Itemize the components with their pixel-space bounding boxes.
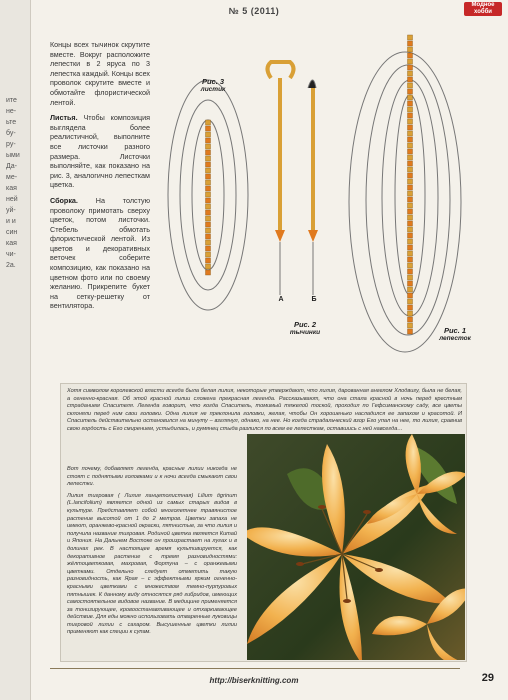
bead bbox=[408, 305, 413, 310]
figure-1-petal bbox=[349, 35, 461, 352]
bead bbox=[206, 162, 211, 167]
bead bbox=[408, 317, 413, 322]
bead bbox=[408, 239, 413, 244]
figure-2-caption: Рис. 2 тычинки bbox=[289, 320, 321, 336]
strip-fragment: ме- bbox=[6, 174, 18, 181]
bead bbox=[408, 137, 413, 142]
lily-article-block bbox=[60, 383, 467, 662]
bead bbox=[408, 77, 413, 82]
legend-text: Хотя символом королевской власти всегда была белая лилия, некоторые утверждают, что лилия, дарованная ангелом Хлодвигу, была не белая, а огненно-красная. Об этой красной лилии сложена прекрасная легенда. Рассказывают, что она стала красной в ночь перед крестным страданием Спасителя. Легенда говорит, что когда Спаситель, томимый тяжелой тоской, проходил по Гефсиманскому саду, все цветы склоняли перед ним свои головки. Одна лилия не преклонила головки, желая, чтобы Он хорошенько насладился ее запахом и красотой. И Спаситель действительно остановился на минуту – взглянул, однако, на нее. Но когда страдальческий взор Его упал на нее, то лилия, сравнив свою гордость с Его смирением, устыдилась, и румянец стыда разлился по всем ее лепесткам, оставшись с ней навсегда… bbox=[67, 388, 462, 432]
leaves-heading: Листья. bbox=[50, 113, 78, 123]
bead bbox=[206, 120, 211, 125]
figure-2-label-b: Б bbox=[311, 296, 317, 303]
bead bbox=[408, 101, 413, 106]
bead bbox=[408, 71, 413, 76]
strip-fragment: бу- bbox=[6, 130, 16, 137]
bead bbox=[408, 119, 413, 124]
bead bbox=[408, 269, 413, 274]
bead bbox=[206, 204, 211, 209]
bead bbox=[408, 179, 413, 184]
figure-3-caption: Рис. 3 листик bbox=[200, 77, 226, 93]
paragraph-stamens: Концы всех тычинок скрутите вместе. Вокруг расположите лепестки в 2 яруса по 3 лепестка каждый. Концы всех проволок скрутите вместе и обмотайте флористической лентой. bbox=[50, 40, 150, 107]
bead bbox=[408, 59, 413, 64]
bead bbox=[408, 221, 413, 226]
strip-fragment: ьте bbox=[6, 119, 17, 126]
lily-photo bbox=[247, 434, 465, 660]
strip-fragment: ней bbox=[6, 196, 18, 203]
bead bbox=[408, 281, 413, 286]
bead bbox=[206, 264, 211, 269]
strip-fragment: уй- bbox=[6, 207, 16, 214]
bead bbox=[408, 167, 413, 172]
bead bbox=[408, 65, 413, 70]
bead bbox=[408, 287, 413, 292]
footer-url: http://biserknitting.com bbox=[209, 676, 299, 685]
paragraph-assembly: Сборка. На толстую проволоку примотать сверху цветок, потом листочки. Стебель обмотать флористической лентой. Из цветов и декоративных веточек соберите композицию, как показано на цветном фото или по своему желанию. Прикрепите букет на сетку-решетку от вентилятора. bbox=[50, 195, 150, 311]
bead bbox=[206, 198, 211, 203]
bead bbox=[206, 240, 211, 245]
bead bbox=[408, 161, 413, 166]
bead bbox=[206, 228, 211, 233]
bead bbox=[408, 323, 413, 328]
bead bbox=[408, 203, 413, 208]
bead bbox=[408, 215, 413, 220]
bead bbox=[408, 131, 413, 136]
bead bbox=[408, 197, 413, 202]
previous-page-strip bbox=[0, 0, 31, 700]
bead bbox=[206, 234, 211, 239]
bead bbox=[408, 107, 413, 112]
bead bbox=[206, 180, 211, 185]
bead bbox=[206, 168, 211, 173]
bead bbox=[408, 257, 413, 262]
bead bbox=[408, 311, 413, 316]
strip-fragment: ру- bbox=[6, 141, 16, 148]
bead bbox=[206, 258, 211, 263]
bead bbox=[206, 144, 211, 149]
bead bbox=[408, 275, 413, 280]
bead bbox=[206, 210, 211, 215]
issue-number: № 5 (2011) bbox=[228, 6, 280, 16]
page-number: 29 bbox=[481, 672, 494, 684]
bead bbox=[408, 329, 413, 334]
figure-1-caption: Рис. 1 лепесток bbox=[439, 326, 471, 342]
strip-fragment: кая bbox=[6, 185, 17, 192]
bead bbox=[206, 132, 211, 137]
bead bbox=[408, 89, 413, 94]
bead bbox=[408, 35, 413, 40]
bead bbox=[206, 216, 211, 221]
bead bbox=[408, 41, 413, 46]
bead bbox=[206, 150, 211, 155]
lily-photo-image bbox=[247, 434, 465, 660]
bead bbox=[408, 227, 413, 232]
bead bbox=[408, 113, 413, 118]
bead bbox=[408, 47, 413, 52]
strip-fragment: Да- bbox=[6, 163, 17, 170]
bead bbox=[206, 138, 211, 143]
bead bbox=[206, 252, 211, 257]
bead bbox=[206, 192, 211, 197]
strip-fragment: ыми bbox=[6, 152, 20, 159]
bead bbox=[206, 126, 211, 131]
strip-fragment: и и bbox=[6, 218, 16, 225]
strip-fragment: чи- bbox=[6, 251, 16, 258]
bead bbox=[408, 191, 413, 196]
bead bbox=[408, 173, 413, 178]
figure-2-stamens bbox=[268, 62, 319, 295]
bead bbox=[408, 299, 413, 304]
strip-fragment: ите bbox=[6, 97, 17, 104]
bead bbox=[408, 155, 413, 160]
bead bbox=[408, 83, 413, 88]
bead bbox=[206, 186, 211, 191]
bead bbox=[206, 246, 211, 251]
instructions-column bbox=[50, 40, 150, 317]
strip-fragment: 2а. bbox=[6, 262, 16, 269]
strip-fragment: син bbox=[6, 229, 18, 236]
bead bbox=[408, 95, 413, 100]
bead bbox=[206, 156, 211, 161]
bead bbox=[408, 233, 413, 238]
bead bbox=[408, 209, 413, 214]
figure-3-leaf bbox=[168, 80, 248, 310]
magazine-logo: Модное хобби bbox=[464, 2, 502, 16]
footer-divider bbox=[50, 668, 460, 669]
bead bbox=[206, 174, 211, 179]
bead bbox=[408, 251, 413, 256]
paragraph-leaves: Листья. Чтобы композиция выглядела более реалистичной, выполните все листочки разного размера. Листочки выполняйте, как показано на рис. 3, аналогично лепесткам цветка. bbox=[50, 113, 150, 190]
bead bbox=[408, 149, 413, 154]
figure-2-label-a: А bbox=[278, 296, 284, 303]
bead bbox=[408, 293, 413, 298]
assembly-heading: Сборка. bbox=[50, 195, 78, 205]
bead bbox=[408, 185, 413, 190]
bead bbox=[408, 245, 413, 250]
bead bbox=[408, 143, 413, 148]
tiger-lily-text: Вот почему, добавляет легенда, красные лилии никогда не стоят с поднятыми головками и к ночи всегда смыкают свои лепестки. Лилия тигровая ( Лилия ланцетолистная) Lilium tigrinum (L.lancifolium) является одной из самых старых видов в культуре. Представляет собой многолетнее травянистое растение высотой от 1 до 2 метров. Цветки запаха не имеют, оранжево-красной окраски, пятнистые, за что лилия и получила название тигровая. Родиной цветка является Китай и Япония. На Дальнем Востоке он произрастает на лугах и в долинах рек. В настоящее время культивируется, как декоративное растение с тремя разновидностями: жёлтоцветковая, махровая, Фортуна – с оранжевыми цветками. Отдельно следует отметить такую разновидность, как Ярая – с эффектными ярким огненно-красными цветками с множеством темно-пурпуровых пятнышек. К данному виду относятся ряд гибридов, имеющих самостоятельное видовое название. В медицине применяется за тонизирующее, кровоостанавливающее и отхаркивающее действие. Для еды можно использовать отваренные луковицы тигровой лилии с сахаром. Высушенные цветки лилии применяют как специи к супам. bbox=[67, 466, 237, 636]
bead bbox=[206, 270, 211, 275]
strip-fragment: не- bbox=[6, 108, 17, 115]
bead bbox=[408, 263, 413, 268]
strip-fragment: кая bbox=[6, 240, 17, 247]
bead bbox=[206, 222, 211, 227]
bead bbox=[408, 53, 413, 58]
bead bbox=[408, 125, 413, 130]
